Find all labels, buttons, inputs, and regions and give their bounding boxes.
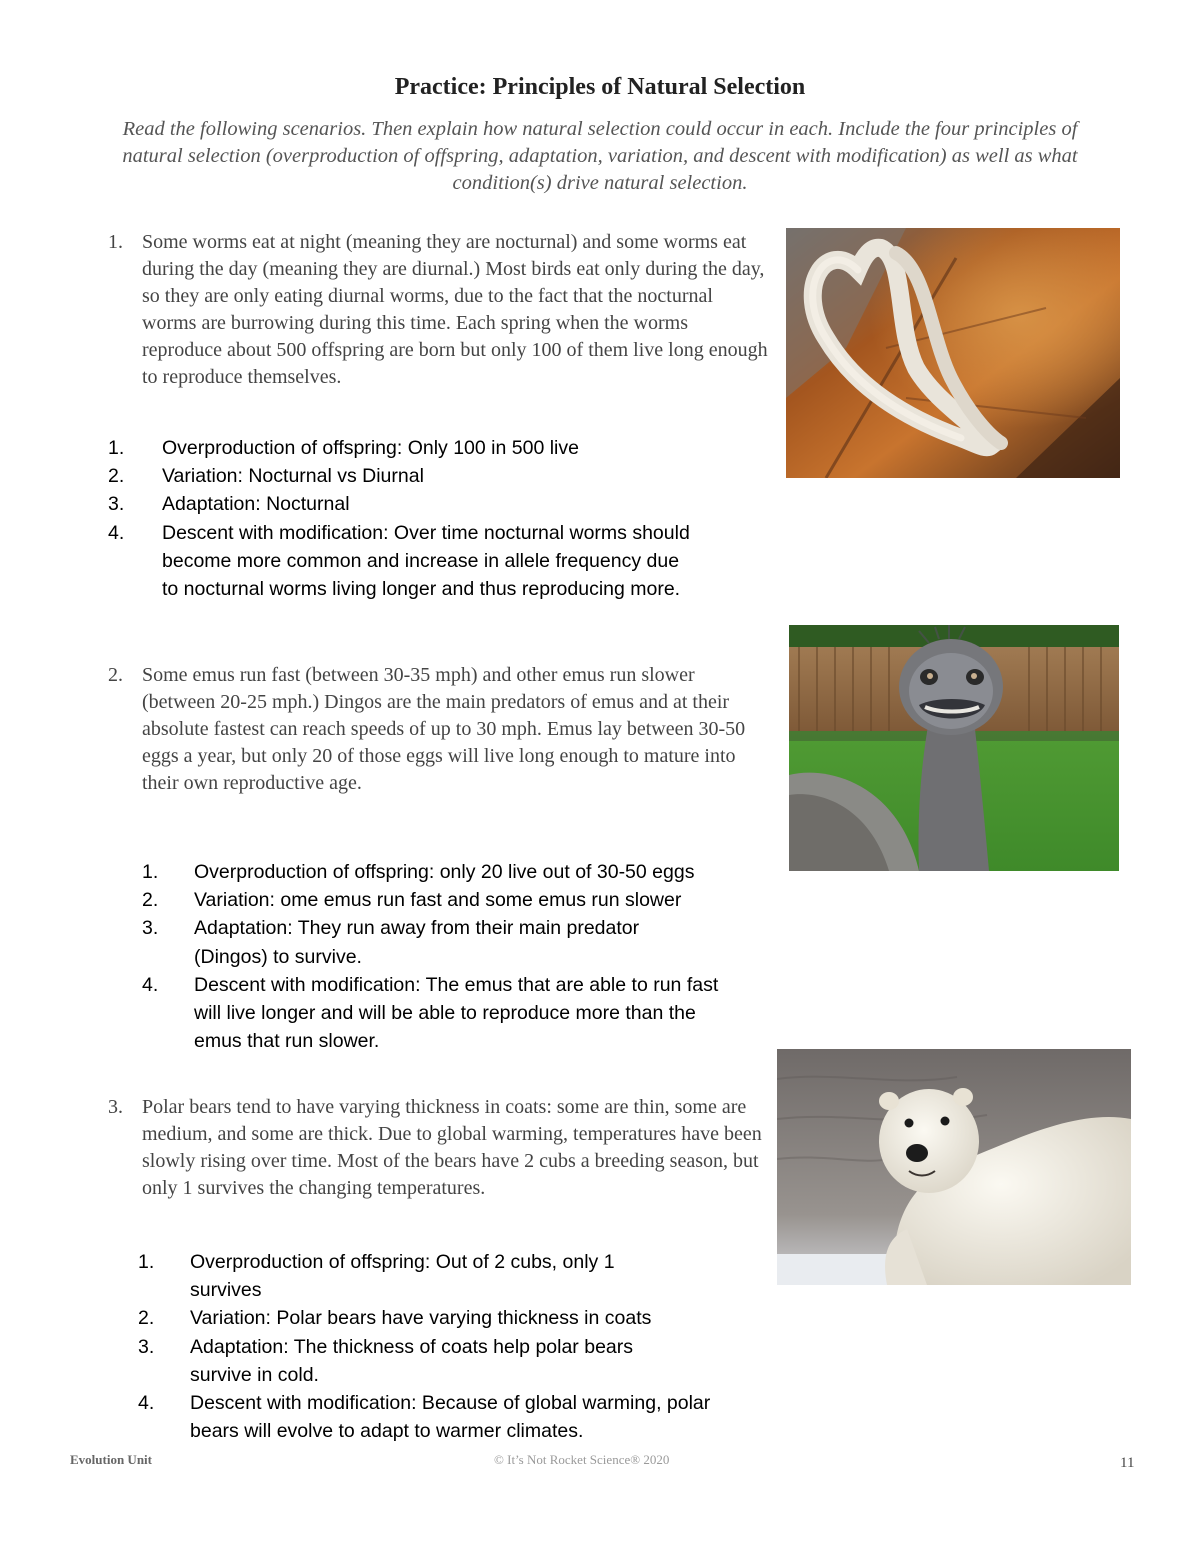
page-number: 11 [1120,1455,1135,1471]
page-title: Practice: Principles of Natural Selection [394,74,806,100]
scenario-number: 3. [108,1096,123,1118]
answer-number: 4. [108,521,125,544]
scenario-1-answers [108,434,698,603]
scenario-text: Some emus run fast (between 30-35 mph) and other emus run slower (between 20-25 mph.) Dingos are the main predators of emus and at their absolute fastest can reach speeds of up to 30 mph. Emus lay between 30-50 eggs a year, but only 20 of those eggs will live long enough to mature into their own reproductive age. [142,664,746,794]
answer-item [138,1248,680,1304]
answer-number: 1. [108,437,125,459]
scenario-2 [108,662,773,827]
worm-photo [786,228,1120,478]
answer-text: Overproduction of offspring: only 20 live out of 30-50 eggs [194,861,695,883]
answer-text: Adaptation: Nocturnal [162,493,350,516]
answer-item [108,519,698,604]
answer-item [108,490,698,518]
answer-text: Overproduction of offspring: Only 100 in 500 live [162,437,579,459]
answer-text: Variation: Nocturnal vs Diurnal [162,465,424,488]
answer-number: 2. [108,465,125,488]
scenario-3 [108,1094,773,1234]
answer-item [142,914,704,970]
answer-item [142,858,762,886]
scenario-text: Polar bears tend to have varying thickness in coats: some are thin, some are medium, and some are thick. Due to global warming, temperatures have been slowly rising over time. Most of the bears have 2 cubs a breeding season, but only 1 survives the changing temperatures. [142,1096,762,1199]
instructions: Read the following scenarios. Then explain how natural selection could occur in each. Include the four principles of natural selection (overproduction of offspring, adaptation, variation, and descent with modification) as well as what condition(s) drive natural selection. [122,118,1078,194]
footer-copyright: © It’s Not Rocket Science® 2020 [494,1452,670,1467]
polar-bear-photo [777,1049,1131,1285]
answer-number: 4. [138,1392,155,1415]
answer-text: Adaptation: The thickness of coats help polar bears survive in cold. [190,1335,633,1386]
answer-number: 2. [142,889,159,912]
answer-item [138,1333,690,1389]
scenario-text: Some worms eat at night (meaning they are nocturnal) and some worms eat during the day (meaning they are diurnal.) Most birds eat only during the day, so they are only eating diurnal worms, due to the fact that the nocturnal worms are burrowing during this time. Each spring when the worms reproduce about 500 offspring are born but only 100 of them live long enough to reproduce themselves. [142,231,768,388]
answer-text: Descent with modification: The emus that are able to run fast will live longer and will be able to reproduce more than the emus that run slower. [194,973,719,1053]
answer-number: 4. [142,973,159,996]
answer-number: 1. [138,1251,155,1273]
answer-item [138,1389,730,1445]
answer-item [142,971,744,1056]
answer-item [108,434,698,462]
answer-text: Descent with modification: Over time nocturnal worms should become more common and increase in allele frequency due to nocturnal worms living longer and thus reproducing more. [162,521,690,601]
answer-item [138,1304,738,1332]
answer-text: Adaptation: They run away from their main predator (Dingos) to survive. [194,917,640,968]
scenario-2-answers [142,858,762,1055]
answer-number: 2. [138,1307,155,1330]
answer-number: 3. [142,917,159,940]
scenario-number: 1. [108,231,123,253]
answer-text: Variation: ome emus run fast and some emus run slower [194,889,682,912]
answer-number: 1. [142,861,159,883]
answer-text: Variation: Polar bears have varying thickness in coats [190,1307,652,1330]
answer-item [142,886,762,914]
answer-text: Descent with modification: Because of global warming, polar bears will evolve to adapt to warmer climates. [190,1392,711,1443]
scenario-number: 2. [108,664,123,686]
answer-number: 3. [108,493,125,516]
scenario-1 [108,229,773,419]
answer-number: 3. [138,1335,155,1358]
scenario-3-answers [138,1248,738,1445]
answer-item [108,462,698,490]
emu-photo [789,625,1119,871]
answer-text: Overproduction of offspring: Out of 2 cubs, only 1 survives [190,1251,615,1302]
footer-unit-label: Evolution Unit [70,1452,152,1467]
